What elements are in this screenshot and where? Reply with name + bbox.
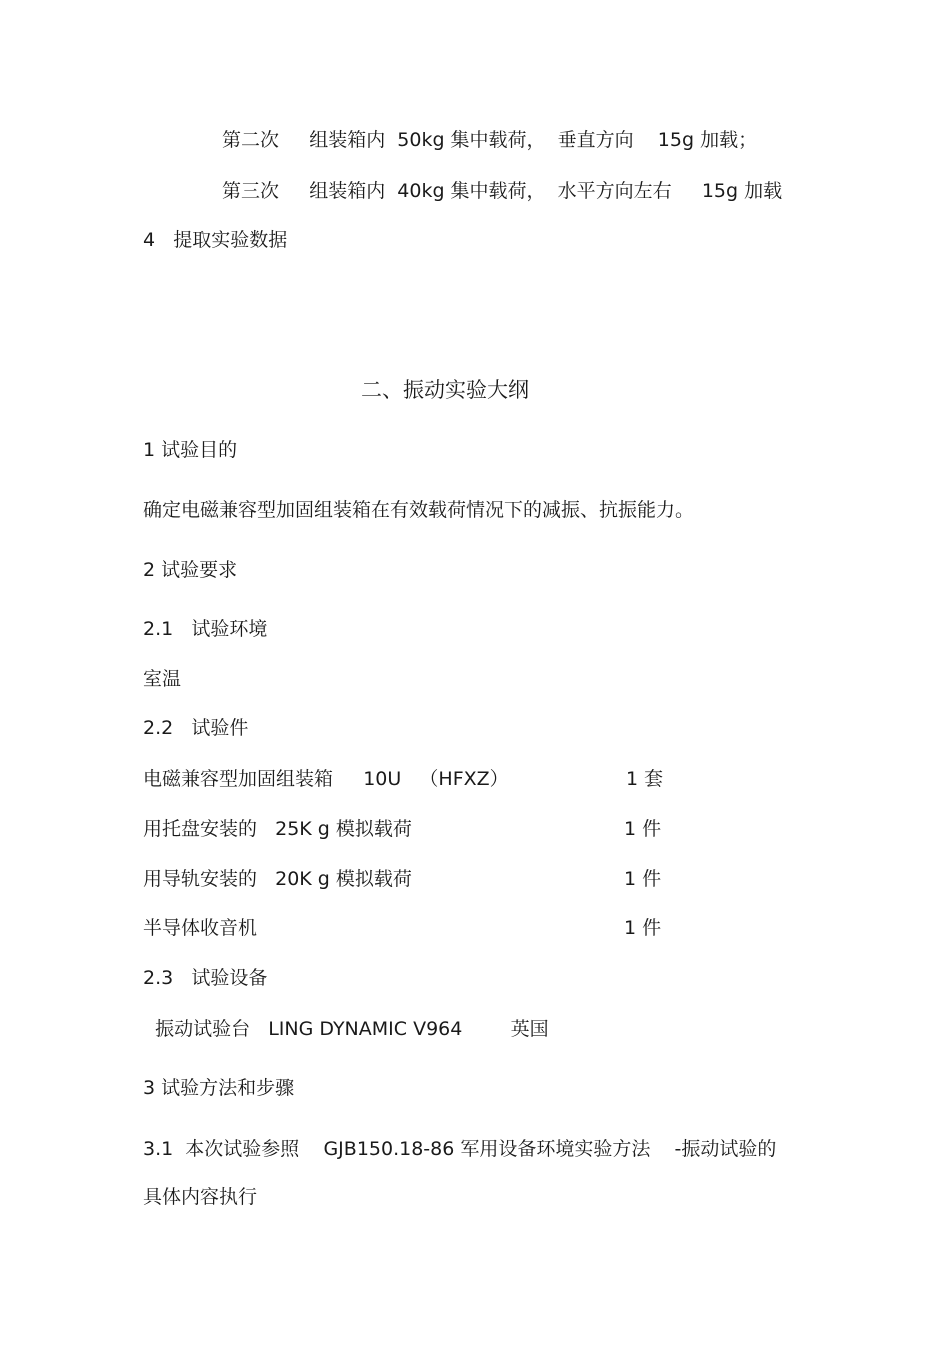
heading: 2 试验要求 [143,559,238,581]
heading: 3 试验方法和步骤 [143,1077,295,1099]
text-line: 室温 [143,668,182,690]
text-line: 振动试验台 LING DYNAMIC V964 英国 [143,1018,549,1040]
section-title: 二、振动实验大纲 [361,378,529,402]
item-quantity: 1 件 [624,818,662,840]
item-quantity: 1 件 [624,868,662,890]
item-name: 半导体收音机 [143,917,258,939]
heading: 2.3 试验设备 [143,967,268,989]
text-line: 4 提取实验数据 [143,229,288,251]
item-quantity: 1 件 [624,917,662,939]
item-name: 用导轨安装的 20K g 模拟载荷 [143,868,412,890]
text-line: 具体内容执行 [143,1186,258,1208]
heading: 2.1 试验环境 [143,618,268,640]
text-line: 第二次 组装箱内 50kg 集中载荷， 垂直方向 15g 加载； [222,129,758,151]
text-line: 确定电磁兼容型加固组装箱在有效载荷情况下的减振、抗振能力。 [143,499,695,521]
item-quantity: 1 套 [626,768,664,790]
heading: 1 试验目的 [143,439,238,461]
text-line: 第三次 组装箱内 40kg 集中载荷， 水平方向左右 15g 加载 [222,180,783,202]
heading: 2.2 试验件 [143,717,249,739]
item-name: 电磁兼容型加固组装箱 10U （HFXZ） [143,768,509,790]
item-name: 用托盘安装的 25K g 模拟载荷 [143,818,412,840]
text-line: 3.1 本次试验参照 GJB150.18-86 军用设备环境实验方法 -振动试验的 [143,1138,777,1160]
